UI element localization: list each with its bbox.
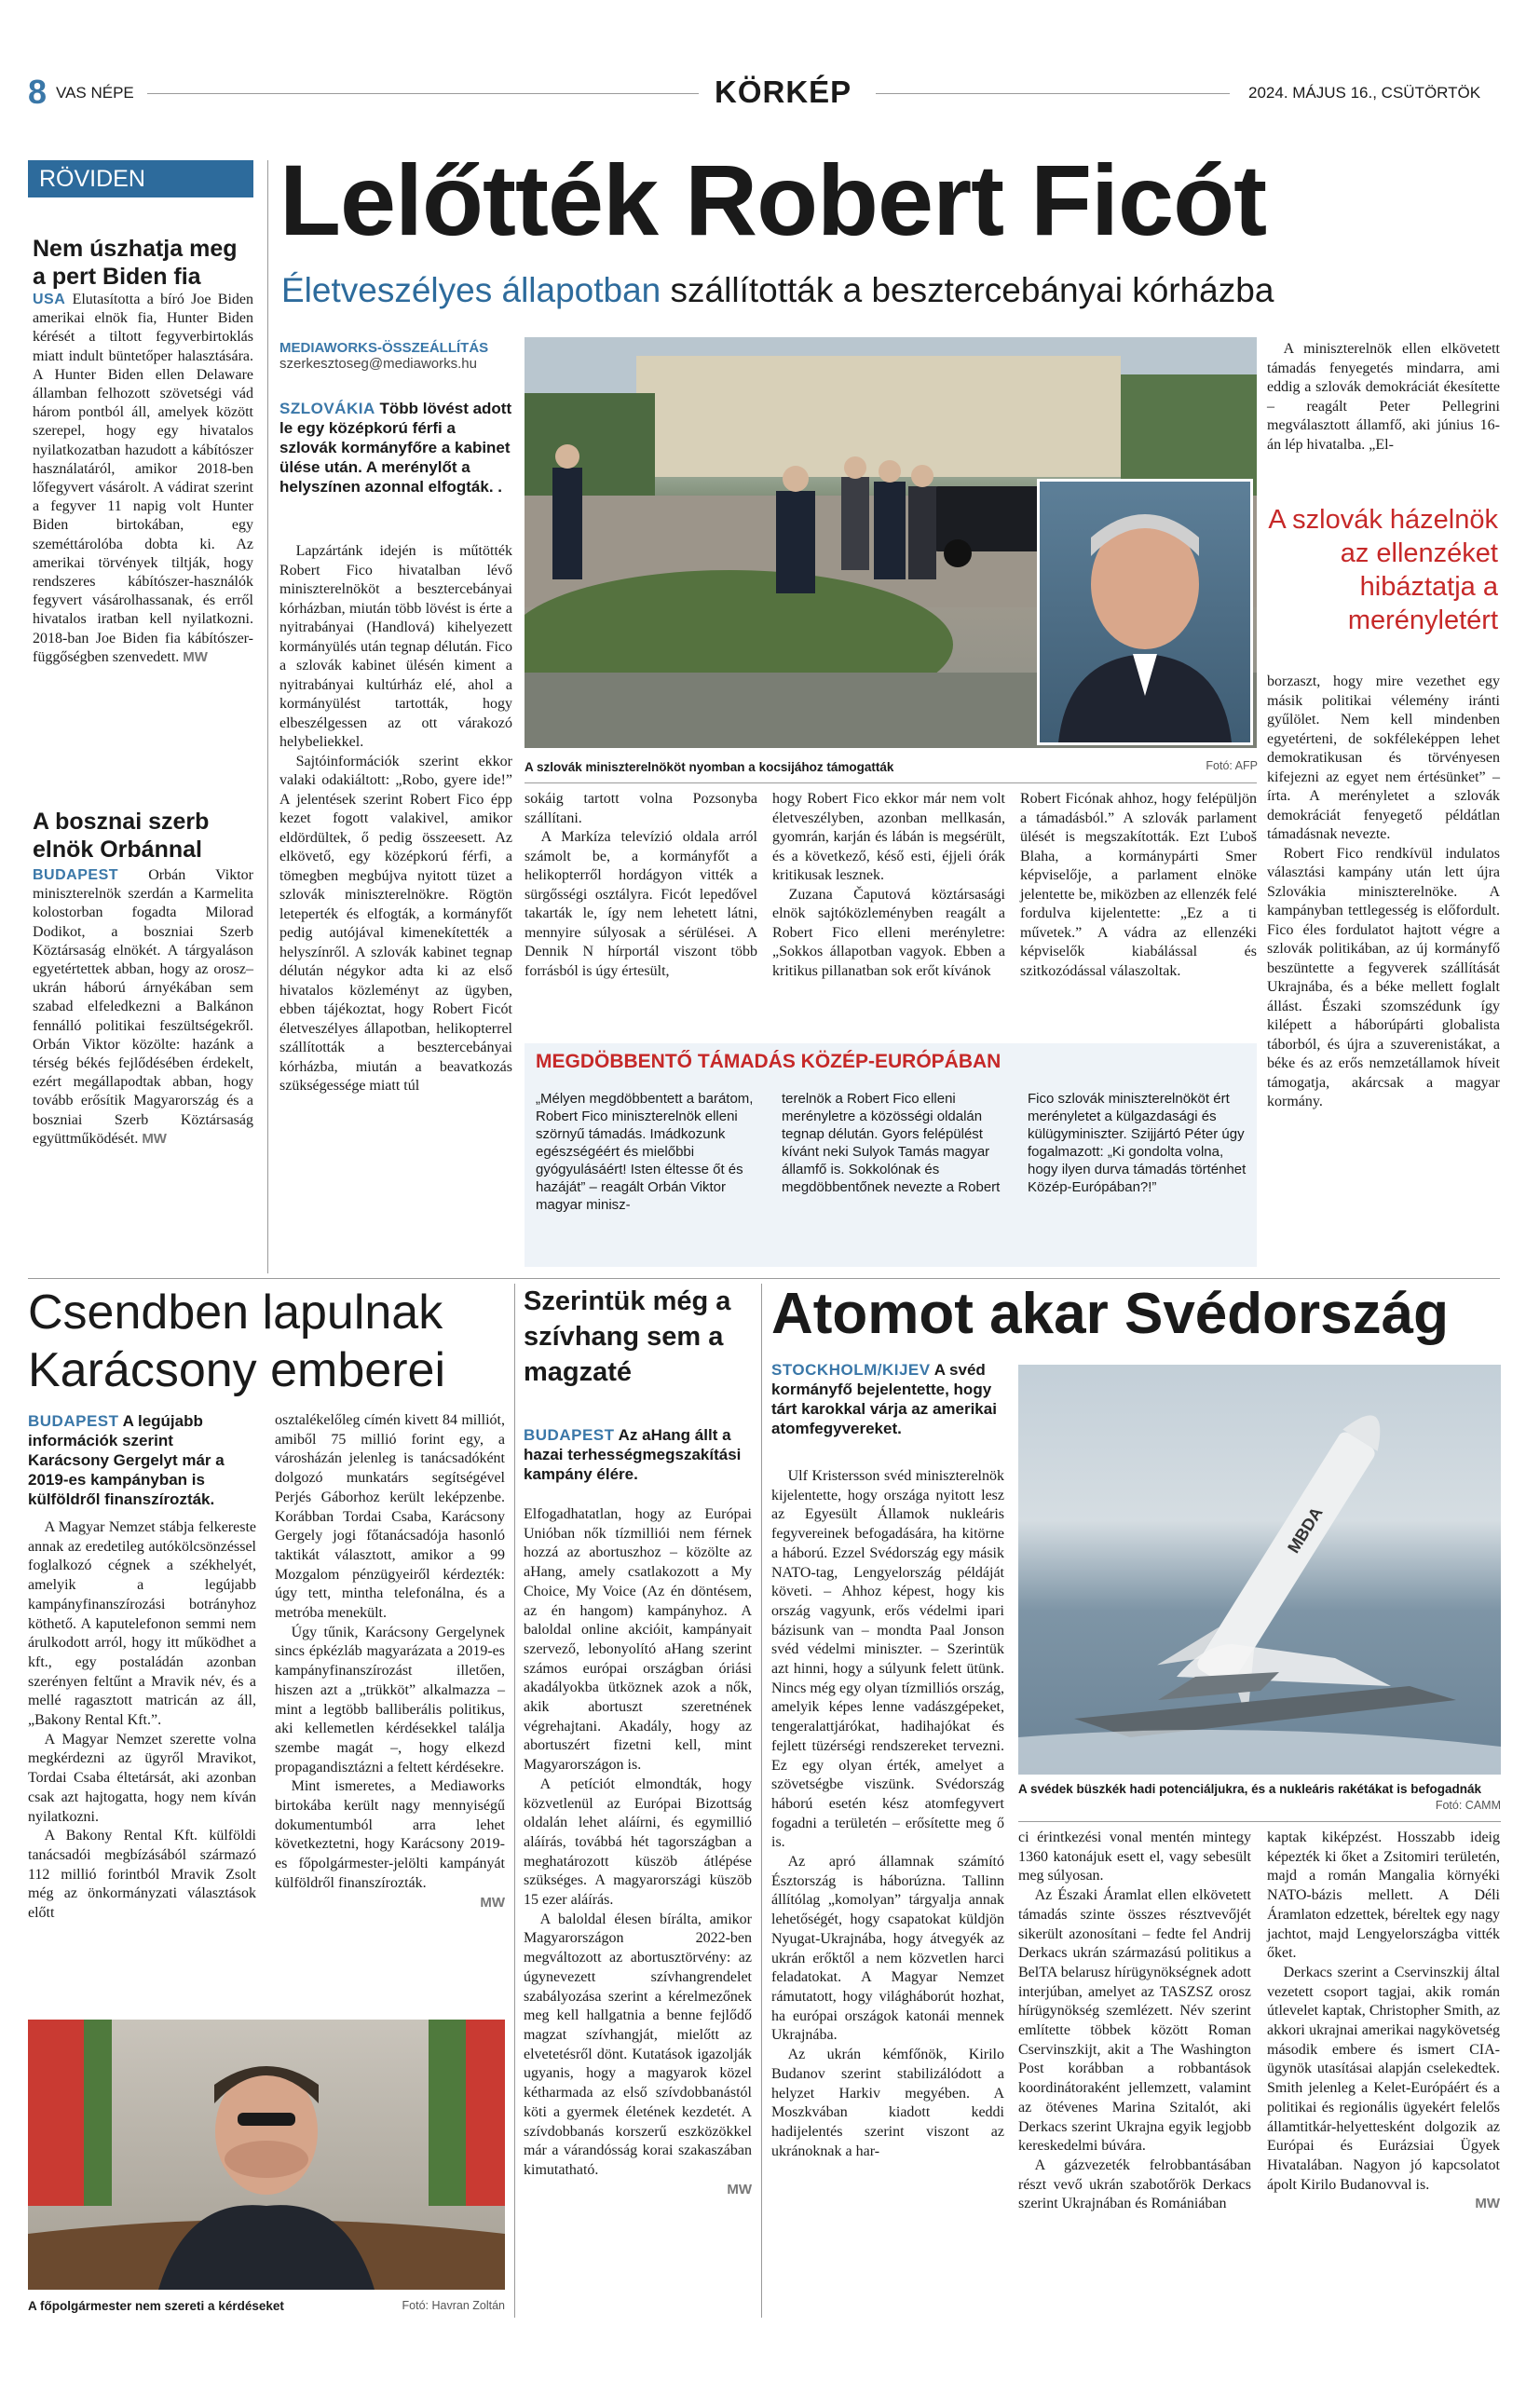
header-rule-right bbox=[876, 93, 1230, 94]
caption-rule bbox=[525, 782, 1257, 783]
place-tag: STOCKHOLM/KIJEV bbox=[771, 1361, 931, 1379]
place-tag: BUDAPEST bbox=[28, 1412, 119, 1430]
sidebar-roviden bbox=[28, 160, 253, 1273]
place-tag: BUDAPEST bbox=[524, 1426, 615, 1444]
magzat-headline: Szerintük még a szívhang sem a magzaté bbox=[524, 1286, 731, 1387]
caption-rule bbox=[1018, 1821, 1501, 1822]
main-col5-cont: borzaszt, hogy mire vezethet egy másik politikai vélemény iránti gyűlölet. Nem kell mindenben egyetérteni, de sokféleképpen lehet demokratikusan és törvényesen kifejezni az egyet nem értésünket” – írta. A merényletet a szlovák demokráciát fenyegető példátlan támadásnak nevezte. Robert Fico rendkívül indulatos választási kampány után lett újra Szlovákia miniszterelnöke. A kampányban tettlegesség is előfordult. Fico éles fordulatot hajtott végre a szlovák politikában, az új kormányfő beszüntette a fegyverek szállítását Ukrajnába, és a béke mellett foglalt állást. Északi szomszédunk így kilépett a háborúpárti globalista táborból, és újra a szuverenistákat, a béke és az erős nemzetállamok híveit támogatja, akárcsak a magyar kormány. bbox=[1267, 673, 1500, 1109]
fico-photo bbox=[525, 337, 1257, 748]
place-tag: USA bbox=[33, 292, 66, 307]
reaction-box bbox=[525, 1043, 1257, 1267]
byline-email: szerkesztoseg@mediaworks.hu bbox=[279, 356, 477, 372]
main-headline: Lelőtték Robert Ficót bbox=[279, 143, 1267, 256]
portrait-illustration bbox=[28, 2020, 505, 2290]
atom-col3: kaptak kiképzést. Hosszabb ideig képezték ki őket a Zsitomiri területén, majd a román Mangalia környéki NATO-bázis mellett. A Déli Áramlaton edzettek, béreltek egy nagy jachtot, majd Lengyelországba vitték őket. Derkacs szerint a Cservinszkij által vezetett csoport tagjai, akik román útlevelet kaptak, Christopher Smith, az akkori ukrajnai amerikai nagykövetség második embere és ismert CIA-ügynök utasításai alapján cselekedtek. Smith jelenleg a Kelet-Európáért és a politikai és regionális ügyekért felelős államtitkár-helyettesként dolgozik az Európai és Eurázsiai Ügyek Hivatalában. Nagyon jó kapcsolatot ápolt Kirilo Budanovval is. MW bbox=[1267, 1830, 1500, 2212]
fico-photo-caption: A szlovák miniszterelnököt nyomban a kocsijához támogatták bbox=[525, 760, 894, 774]
main-col1: Lapzártánk idején is műtötték Robert Fico hivatalban lévő miniszterelnököt a besztercebányai kórházban, miután több lövést is érte a nyitrabányai (Handlová) kihelyezett kormányülés után tegnap délután. Fico a szlovák kabinet ülésén kiment a nyitrabányai kultúrház elé, ahol a kormányülést tartották, hogy elbeszélgessen az ott várakozó helybeliekkel. Sajtóinformációk szerint ekkor valaki odakiáltott: „Robo, gyere ide!” A jelentések szerint Robert Fico épp kezet fogott valakivel, amikor eldördültek, ő pedig összeesett. Az elkövető, egy középkorú férfi, a tömegben megbújva nyitott tüzet a szlovák miniszterelnökre. Rögtön leteperték és elfogták, a kormányfőt pedig autójával kimenekítették a helyszínről. A szlovák kabinet tegnap délután négykor adta ki az első hivatalos közleményt az ügyben, ebben tájékoztat, hogy Robert Ficót életveszélyes állapotban, helikopterrel szállították a besztercebányai kórházba, miután a beavatkozás szükségessége miatt túl bbox=[279, 543, 512, 1094]
sidebar-item-title: Nem úszhatja meg a pert Biden fia bbox=[33, 236, 238, 290]
column-divider bbox=[514, 1284, 515, 2318]
subhead-highlight: Életveszélyes állapotban bbox=[281, 271, 661, 309]
portrait-illustration bbox=[1040, 482, 1250, 742]
box-col1: „Mélyen megdöbbentett a barátom, Robert Fico miniszterelnök elleni szörnyű támadás. Imádkozunk egészségéért és mielőbbi gyógyulásáért! Isten éltesse őt és hazáját” – reagált Orbán Viktor magyar minisz- bbox=[536, 1091, 754, 1213]
karacsony-photo bbox=[28, 2020, 505, 2290]
sidebar-divider bbox=[267, 160, 268, 1273]
signature: MW bbox=[727, 2181, 752, 2197]
atom-col2: ci érintkezési vonal mentén mintegy 1360 katonájuk esett el, vagy sebesült meg súlyosan. Az Északi Áramlat ellen elkövetett támadás szinte összes résztvevőjét sikerült azonosítani – fedte fel Andrij Derkacs ukrán származású politikus a BelTA belarusz hírügynökségnek adott interjúban, amelyet az TASZSZ orosz hírügynökség szemlézett. Név szerint említette többek között Roman Cservinszkijt, akit a The Washington Post korábban a robbantások koordinátoraként jellemzett, valamint az ötévenes Marina Szitalót, aki Derkacs szerint Ukrajna egyik legjobb kereskedelmi búvára. A gázvezeték felrobbantásában részt vevő ukrán szabotőrök Derkacs szerint Ukrajnában és Romániában bbox=[1018, 1830, 1251, 2212]
signature: MW bbox=[183, 648, 208, 665]
paper-name: VAS NÉPE bbox=[56, 84, 134, 102]
signature: MW bbox=[142, 1130, 167, 1147]
pull-quote: A szlovák házelnök az ellenzéket hibáztatja a merényletért bbox=[1268, 505, 1498, 635]
section-title: KÖRKÉP bbox=[715, 75, 852, 109]
place-tag: SZLOVÁKIA bbox=[279, 400, 375, 417]
column-divider bbox=[761, 1284, 762, 2318]
sidebar-item-body: USA Elutasította a bíró Joe Biden amerikai elnök fia, Hunter Biden kérését a tiltott fegyverbirtoklás miatt indult büntetőper halasztására. A Hunter Biden ellen Delaware államban felhozott szövetségi vád három pontból áll, amelyek között szerepel, hogy egy hivatalos nyilatkozatban hazudott a kábítószer használatáról, amikor 2018-ben lőfegyvert vásárolt. A vádirat szerint a fegyver 11 napig volt Hunter Biden birtokában, egy szeméttárolóba dobta ki. Az amerikai törvények tiltják, hogy rendszeres kábítószer-használók fegyvert vásárolhassanak, és erről hivatalos iratban kell nyilatkozni. 2018-ban Joe Biden fia kábítószer-függőségben szenvedett. MW bbox=[33, 292, 254, 665]
subhead-rest: szállították a besztercebányai kórházba bbox=[670, 271, 1274, 309]
atom-lead: STOCKHOLM/KIJEV A svéd kormányfő bejelentette, hogy tárt karokkal várja az amerikai atomfegyvereket. bbox=[771, 1361, 997, 1437]
box-title: MEGDÖBBENTŐ TÁMADÁS KÖZÉP-EURÓPÁBAN bbox=[536, 1051, 1001, 1072]
magzat-body: Elfogadhatatlan, hogy az Európai Unióban nők tízmilliói nem férnek hozzá az abortuszhoz – közölte az aHang, amely csatlakozott a My Choice, My Voice (Az én döntésem, az én hangom) kampányhoz. A baloldal online akcióit, kampányait szervező, lebonyolító aHang szerint számos európai országban óriási akadályokba ütköznek azok a nők, akik abortuszt szeretnének végrehajtani. Akadály, hogy az abortuszért fizetni kell, mint Magyarországon is. A petíciót elmondták, hogy közvetlenül az Európai Bizottság oldalán lehet aláírni, és egymillió aláírás, továbbá hét tagországban a meghatározott küszöb átlépése szükséges. A magyarországi küszöb 15 ezer aláírás. A baloldal élesen bírálta, amikor Magyarországon 2022-ben megváltozott az abortusztörvény: az úgynevezett szívhangrendelet szabályozása szerint a kérelmezőnek meg kell hallgatnia a benne fejlődő magzat szívhangját, mielőtt az elvetetésről dönt. Kutatások igazolják ugyanis, hogy a magyarok közel kétharmada az első szívdobbanástól köti a gyermek életének kezdetét. A szívdobbanás korszerű eszközökkel már a várandósság korai szakaszában kimutatható. MW bbox=[524, 1506, 752, 2197]
missile-marking: MBDA bbox=[1284, 1503, 1327, 1557]
sidebar-label: RÖVIDEN bbox=[28, 160, 253, 197]
missile-photo bbox=[1018, 1365, 1501, 1775]
page-number: 8 bbox=[28, 73, 48, 111]
fico-photo-credit: Fotó: AFP bbox=[1206, 759, 1258, 772]
main-col2: sokáig tartott volna Pozsonyba szállítani. A Markíza televízió oldala arról számolt be, a kormányfőt a helikopterről hordágyon vitték a sürgősségi osztályra. Ficót lepedővel takarták le, így nem lehetett látni, mennyire súlyosak a sérülései. A Dennik N hírportál viszont több forrásból is úgy értesült, bbox=[525, 791, 757, 979]
karacsony-lead: BUDAPEST A legújabb információk szerint Karácsony Gergelyt már a 2019-es kampányban is külföldről finanszírozták. bbox=[28, 1412, 225, 1508]
main-lead: SZLOVÁKIA Több lövést adott le egy középkorú férfi a szlovák kormányfőre a kabinet ülése után. A merénylőt a helyszínen azonnal elfogták. . bbox=[279, 400, 512, 496]
atom-headline: Atomot akar Svédország bbox=[771, 1282, 1449, 1346]
issue-date: 2024. MÁJUS 16., CSÜTÖRTÖK bbox=[1248, 84, 1481, 102]
page-header bbox=[28, 73, 1500, 114]
missile-photo-credit: Fotó: CAMM bbox=[1435, 1799, 1501, 1812]
missile-illustration bbox=[1018, 1365, 1501, 1775]
fico-portrait-inset bbox=[1037, 479, 1253, 745]
karacsony-headline: Csendben lapulnak Karácsony emberei bbox=[28, 1286, 445, 1397]
place-tag: BUDAPEST bbox=[33, 867, 119, 883]
byline: MEDIAWORKS-ÖSSZEÁLLÍTÁS bbox=[279, 340, 489, 356]
byline-block bbox=[279, 340, 522, 372]
main-col3: hogy Robert Fico ekkor már nem volt életveszélyben, azonban mellkasán, gyomrán, karján és lábán is megsérült, és a következő, késő esti, éjjeli órák kritikusak lesznek. Zuzana Čaputová köztársasági elnök sajtóközleményben reagált a Robert Fico elleni merényletre: „Sokkos állapotban vagyok. Ebben a kritikus pillanatban sok erőt kívánok bbox=[772, 791, 1005, 979]
box-col2: terelnök a Robert Fico elleni merényletre a közösségi oldalán tegnap délután. Gyors felépülést kívánt neki Sulyok Tamás magyar államfő is. Sokkolónak és megdöbbentőnek nevezte a Robert bbox=[782, 1091, 1001, 1195]
karacsony-col2: osztalékelőleg címén kivett 84 milliót, amiből 75 millió forint egy, a városházán jelenleg is tanácsadóként dolgozó munkatárs segítségével Perjés Gáborhoz került leképzenbe. Korábban Tordai Csaba, Karácsony Gergely jogi főtanácsadója hasonló taktikát választott, amikor a 99 Mozgalom pénzügyeiről kérdezték: úgy tett, mintha telefonálna, és a metróba menekült. Úgy tűnik, Karácsony Gergelynek sincs épkézláb magyarázata a 2019-es kampányfinanszírozást illetően, hiszen azt a „trükköt” alkalmazza – mint a legtöbb balliberális politikus, aki kellemetlen kérdésekkel találja szembe magát –, hogy elkezd propagandisztázni a feltett kérdésekre. Mint ismeretes, a Mediaworks birtokába került nagy mennyiségű dokumentumból arra lehet következtetni, hogy Karácsony 2019-es főpolgármester-jelölti kampányát külföldről finanszírozták. MW bbox=[275, 1412, 505, 1911]
header-rule-left bbox=[147, 93, 699, 94]
main-col4: Robert Ficónak ahhoz, hogy felépüljön a támadásból.” A szlovák parlament ülését is megszakították. Ezt Ľuboš Blaha, a kormánypárti Smer képviselője, a parlament elnöke jelentette be, miközben az ellenzék felé fordulva kijelentette: „Ez a ti művetek.” A vádra az ellenzéki képviselők kiabálással és szitkozódással válaszoltak. bbox=[1020, 791, 1257, 979]
atom-col1: Ulf Kristersson svéd miniszterelnök kijelentette, hogy országa nyitott lesz az Egyesült Államok nukleáris fegyvereinek befogadására, ha kitörne a háború. Ezzel Svédország egy másik NATO-tag, Lengyelország példáját követi. – Ahhoz képest, hogy kis ország vagyunk, erős védelmi ipari bázisunk van – mondta Paal Jonson svéd védelmi miniszter. – Szerintük azt hinni, hogy a súlyunk felett ütünk. Nincs még egy olyan tízmilliós ország, amelyik képes lenne vadászgépeket, tengeralattjárókat, hadihajókat és fejlett tüzérségi rendszereket tervezni. Ez egy olyan érték, amelyet a szövetségbe viszünk. Svédország háború esetén kész atomfegyvert fogadni a területén – erősítette meg ő is. Az apró államnak számító Észtország is háborúzna. Tallinn állítólag „komolyan” tárgyalja annak lehetőségét, hogy csapatokat küldjön Nyugat-Ukrajnába, hogy átvegyék az ukrán erőktől a nem közvetlen harci feladatokat. A Magyar Nemzet rámutatott, hogy világháborút hozhat, ha európai országok katonái mennek Ukrajnába. Az ukrán kémfőnök, Kirilo Budanov szerint stabilizálódott a helyzet Harkiv megyében. A Moszkvában kiadott keddi hadijelentés szerint viszont az ukránoknak a har- bbox=[771, 1468, 1004, 2159]
main-col5: A miniszterelnök ellen elkövetett támadás fenyegetés mindarra, ami eddig a szlovák demokráciát ékesítette – reagált Peter Pellegrini megválasztott államfő, aki június 16-án lép hivatalba. „El- bbox=[1267, 341, 1500, 453]
karacsony-photo-credit: Fotó: Havran Zoltán bbox=[402, 2299, 505, 2312]
sidebar-item-title: A bosznai szerb elnök Orbánnal bbox=[33, 809, 210, 863]
box-col3: Fico szlovák miniszterelnököt ért merényletet a külgazdasági és külügyminiszter. Szijjártó Péter úgy fogalmazott: „Ki gondolta volna, hogy ilyen durva támadás történhet Közép-Európában?!” bbox=[1028, 1091, 1247, 1195]
karacsony-photo-caption: A főpolgármester nem szereti a kérdéseket bbox=[28, 2299, 284, 2313]
karacsony-col1: A Magyar Nemzet stábja felkereste annak az eredetileg autókölcsönzéssel foglalkozó cégnek a székhelyét, amelyik a legújabb kampányfinanszírozási botrányhoz köthető. A kaputelefonon semmi nem árulkodott arról, hogy itt működhet a kft., egy postaládán azonban szerényen feltűnt a Mravik név, és a mellé ragasztott matricán az áll, „Bakony Rental Kft.”. A Magyar Nemzet szerette volna megkérdezni az ügyről Mravikot, Tordai Csaba éltetársát, aki azonban csak azt hajtogatta, hogy nem kíván nyilatkozni. A Bakony Rental Kft. külföldi tanácsadói megbízásából származó 112 millió forintból Mravik Zsolt még az önkormányzati választások előtt bbox=[28, 1519, 256, 1922]
section-divider bbox=[28, 1278, 1500, 1279]
magzat-lead: BUDAPEST Az aHang állt a hazai terhességmegszakítási kampány élére. bbox=[524, 1426, 742, 1483]
signature: MW bbox=[480, 1894, 505, 1911]
missile-photo-caption: A svédek büszkék hadi potenciáljukra, és a nukleáris rakétákat is befogadnák bbox=[1018, 1782, 1481, 1796]
sidebar-item-body: BUDAPEST Orbán Viktor miniszterelnök szerdán a Karmelita kolostorban fogadta Milorad Dodikot, a boszniai Szerb Köztársaság elnökét. A tárgyaláson egyetértettek abban, hogy az orosz–ukrán háború árnyékában sem szabad elfeledkezni a Balkánon fennálló politikai feszültségekről. Orbán Viktor közölte: hazánk a térség békés fejlődésében érdekelt, ezért megállapodtak abban, hogy tovább erősítik Magyarország és a boszniai Szerb Köztársaság együttműködését. MW bbox=[33, 867, 253, 1147]
main-subhead bbox=[281, 270, 1511, 311]
signature: MW bbox=[1475, 2196, 1500, 2212]
